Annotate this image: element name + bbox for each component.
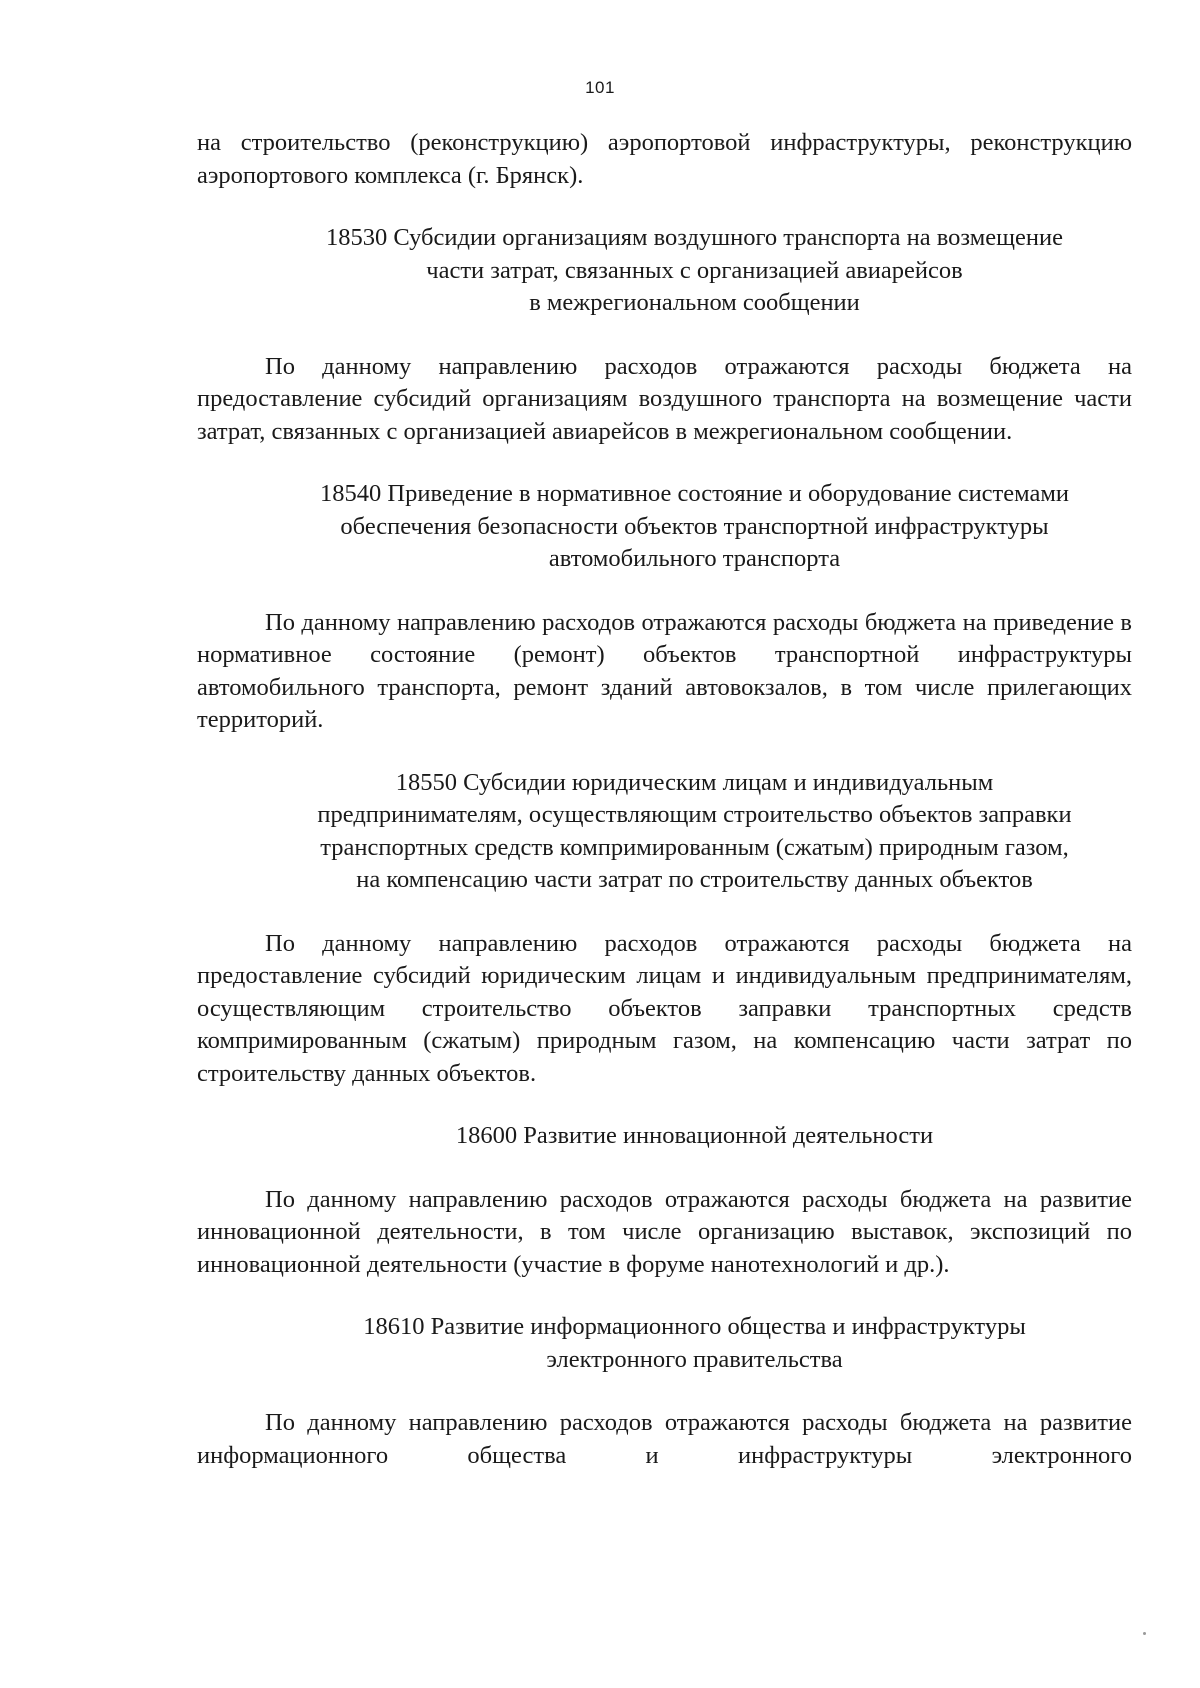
section-heading-18550: 18550 Субсидии юридическим лицам и индивидуальным предпринимателям, осуществляющим строительство объектов заправки транспортных средств компримированным (сжатым) природным газом, на компенсацию части затрат по строительству данных объектов <box>317 768 1072 893</box>
scan-speck <box>1143 1632 1146 1635</box>
section-heading-18600: 18600 Развитие инновационной деятельности <box>455 1122 934 1149</box>
document-body <box>197 127 1132 1472</box>
section-body-18550: По данному направлению расходов отражаются расходы бюджета на предоставление субсидий юридическим лицам и индивидуальным предпринимателям, осуществляющим строительство объектов заправки транспортных средств компримированным (сжатым) природным газом, на компенсацию части затрат по строительству данных объектов. <box>197 929 1132 1087</box>
section-body-18600: По данному направлению расходов отражаются расходы бюджета на развитие инновационной деятельности, в том числе организацию выставок, экспозиций по инновационной деятельности (участие в форуме нанотехнологий и др.). <box>197 1185 1132 1278</box>
section-heading-18610: 18610 Развитие информационного общества и инфраструктуры электронного правительства <box>363 1313 1026 1373</box>
section-body-18610: По данному направлению расходов отражаются расходы бюджета на развитие информационного общества и инфраструктуры электронного <box>197 1409 1132 1469</box>
page-number: 101 <box>585 78 615 97</box>
section-body-18530: По данному направлению расходов отражаются расходы бюджета на предоставление субсидий организациям воздушного транспорта на возмещение части затрат, связанных с организацией авиарейсов в межрегиональном сообщении. <box>197 352 1132 445</box>
intro-paragraph: на строительство (реконструкцию) аэропортовой инфраструктуры, реконструкцию аэропортового комплекса (г. Брянск). <box>197 129 1132 189</box>
section-heading-18530: 18530 Субсидии организациям воздушного транспорта на возмещение части затрат, связанных с организацией авиарейсов в межрегиональном сообщении <box>326 224 1063 316</box>
section-heading-18540: 18540 Приведение в нормативное состояние и оборудование системами обеспечения безопасности объектов транспортной инфраструктуры автомобильного транспорта <box>320 480 1069 572</box>
section-body-18540: По данному направлению расходов отражаются расходы бюджета на приведение в нормативное состояние (ремонт) объектов транспортной инфраструктуры автомобильного транспорта, ремонт зданий автовокзалов, в том числе прилегающих территорий. <box>197 608 1132 733</box>
